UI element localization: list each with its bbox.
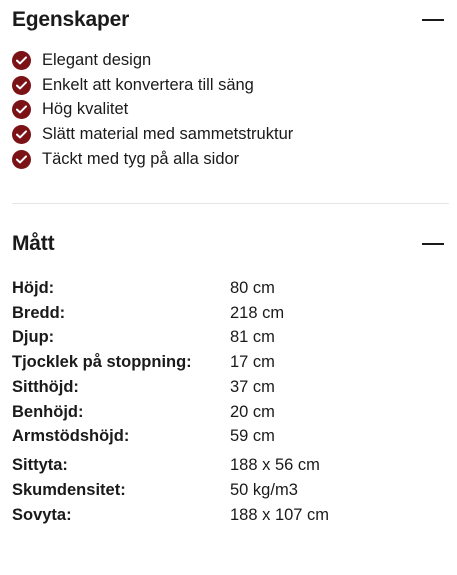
spec-value: 59 cm (230, 427, 275, 446)
minus-icon[interactable] (422, 243, 444, 245)
check-circle-icon (12, 76, 31, 95)
dimensions-table (12, 276, 445, 528)
spec-label: Bredd: (12, 303, 66, 322)
spec-value: 218 cm (230, 303, 285, 322)
list-item (12, 122, 293, 147)
matt-title: Mått (12, 232, 55, 255)
spec-value: 81 cm (230, 328, 275, 347)
spec-value: 37 cm (230, 377, 275, 396)
egenskaper-section-header[interactable] (12, 6, 445, 34)
spec-value: 17 cm (230, 353, 275, 372)
feature-text: Hög kvalitet (42, 100, 129, 119)
table-row (12, 276, 445, 301)
check-circle-icon (12, 125, 31, 144)
feature-text: Slätt material med sammetstruktur (42, 125, 294, 144)
spec-label: Benhöjd: (12, 402, 84, 421)
table-row (12, 425, 445, 450)
spec-value: 80 cm (230, 278, 275, 297)
spec-label: Armstödshöjd: (12, 427, 130, 446)
spec-label: Djup: (12, 328, 55, 347)
list-item (12, 48, 293, 73)
list-item (12, 73, 293, 98)
feature-text: Elegant design (42, 50, 152, 69)
spec-label: Sovyta: (12, 505, 72, 524)
table-row (12, 453, 445, 478)
spec-value: 50 kg/m3 (230, 480, 298, 499)
spec-label: Höjd: (12, 278, 55, 297)
spec-label: Sitthöjd: (12, 377, 79, 396)
minus-icon[interactable] (422, 19, 444, 21)
check-circle-icon (12, 150, 31, 169)
table-row (12, 350, 445, 375)
table-row (12, 375, 445, 400)
feature-text: Täckt med tyg på alla sidor (42, 149, 240, 168)
table-row (12, 301, 445, 326)
spec-value: 188 x 56 cm (230, 456, 320, 475)
list-item (12, 98, 293, 123)
feature-text: Enkelt att konvertera till säng (42, 75, 254, 94)
spec-value: 188 x 107 cm (230, 505, 330, 524)
table-row (12, 400, 445, 425)
spec-label: Sittyta: (12, 456, 68, 475)
section-divider (12, 203, 449, 204)
spec-label: Skumdensitet: (12, 480, 126, 499)
egenskaper-title: Egenskaper (12, 8, 130, 31)
check-circle-icon (12, 100, 31, 119)
spec-label: Tjocklek på stoppning: (12, 353, 192, 372)
spec-value: 20 cm (230, 402, 275, 421)
list-item (12, 147, 293, 172)
table-row (12, 326, 445, 351)
features-list (12, 48, 293, 172)
table-row (12, 503, 445, 528)
matt-section-header[interactable] (12, 230, 445, 258)
check-circle-icon (12, 51, 31, 70)
table-row (12, 478, 445, 503)
